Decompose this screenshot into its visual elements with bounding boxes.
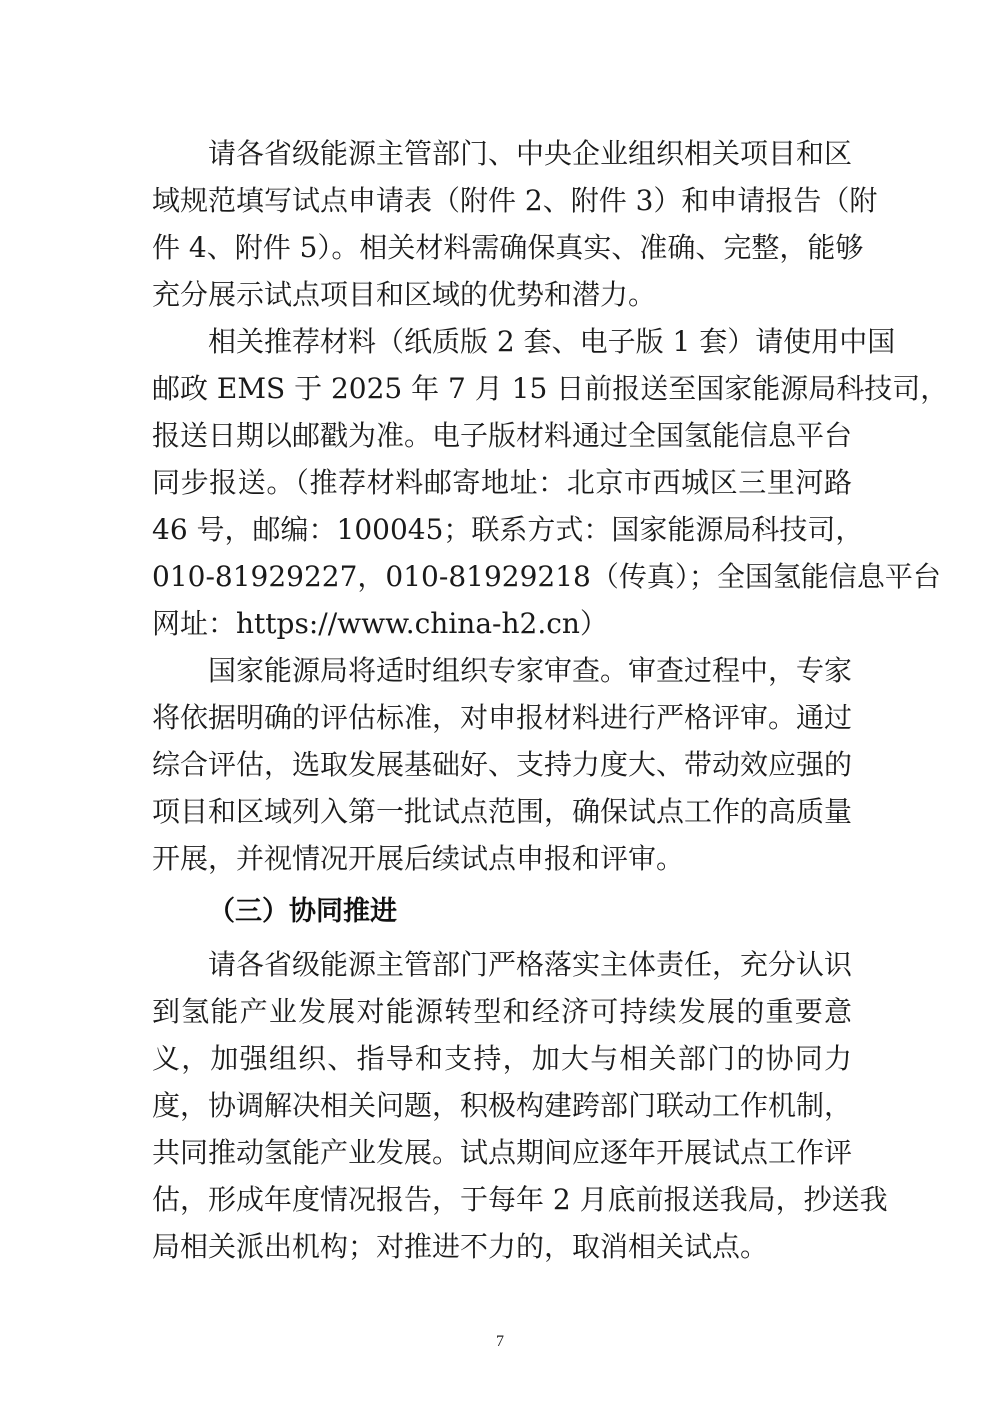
paragraph-3-line-5: 开展，并视情况开展后续试点申报和评审。 [152, 842, 685, 875]
paragraph-2-line-7: 网址：https://www.china-h2.cn） [152, 607, 608, 640]
paragraph-3-line-1: 国家能源局将适时组织专家审查。审查过程中，专家 [208, 654, 853, 687]
paragraph-1-line-1: 请各省级能源主管部门、中央企业组织相关项目和区 [208, 137, 853, 170]
page-number: 7 [496, 1333, 504, 1350]
paragraph-4-line-1: 请各省级能源主管部门严格落实主体责任，充分认识 [208, 948, 853, 981]
paragraph-4-line-7: 局相关派出机构；对推进不力的，取消相关试点。 [152, 1230, 769, 1263]
paragraph-2-line-6: 010-81929227，010-81929218（传真）；全国氢能信息平台 [152, 560, 941, 593]
paragraph-2-line-2: 邮政 EMS 于 2025 年 7 月 15 日前报送至国家能源局科技司， [152, 372, 949, 405]
paragraph-4-line-2: 到氢能产业发展对能源转型和经济可持续发展的重要意 [152, 995, 852, 1028]
paragraph-1-line-4: 充分展示试点项目和区域的优势和潜力。 [152, 278, 657, 311]
paragraph-3-line-4: 项目和区域列入第一批试点范围，确保试点工作的高质量 [152, 795, 853, 828]
paragraph-2-line-5: 46 号，邮编：100045；联系方式：国家能源局科技司， [152, 513, 864, 546]
paragraph-4-line-3: 义，加强组织、指导和支持，加大与相关部门的协同力 [152, 1042, 852, 1075]
paragraph-1-line-2: 域规范填写试点申请表（附件 2、附件 3）和申请报告（附 [152, 184, 878, 217]
paragraph-1-line-3: 件 4、附件 5）。相关材料需确保真实、准确、完整，能够 [152, 231, 864, 264]
paragraph-2-line-4: 同步报送。（推荐材料邮寄地址：北京市西城区三里河路 [152, 466, 852, 499]
paragraph-3-line-2: 将依据明确的评估标准，对申报材料进行严格评审。通过 [152, 701, 853, 734]
paragraph-2-line-3: 报送日期以邮戳为准。电子版材料通过全国氢能信息平台 [152, 419, 853, 452]
paragraph-3-line-3: 综合评估，选取发展基础好、支持力度大、带动效应强的 [152, 748, 853, 781]
paragraph-4-line-4: 度，协调解决相关问题，积极构建跨部门联动工作机制， [152, 1089, 853, 1122]
paragraph-4-line-6: 估，形成年度情况报告，于每年 2 月底前报送我局，抄送我 [152, 1183, 888, 1216]
paragraph-4-line-5: 共同推动氢能产业发展。试点期间应逐年开展试点工作评 [152, 1136, 853, 1169]
section-heading: （三）协同推进 [208, 896, 397, 927]
paragraph-2-line-1: 相关推荐材料（纸质版 2 套、电子版 1 套）请使用中国 [208, 325, 896, 358]
